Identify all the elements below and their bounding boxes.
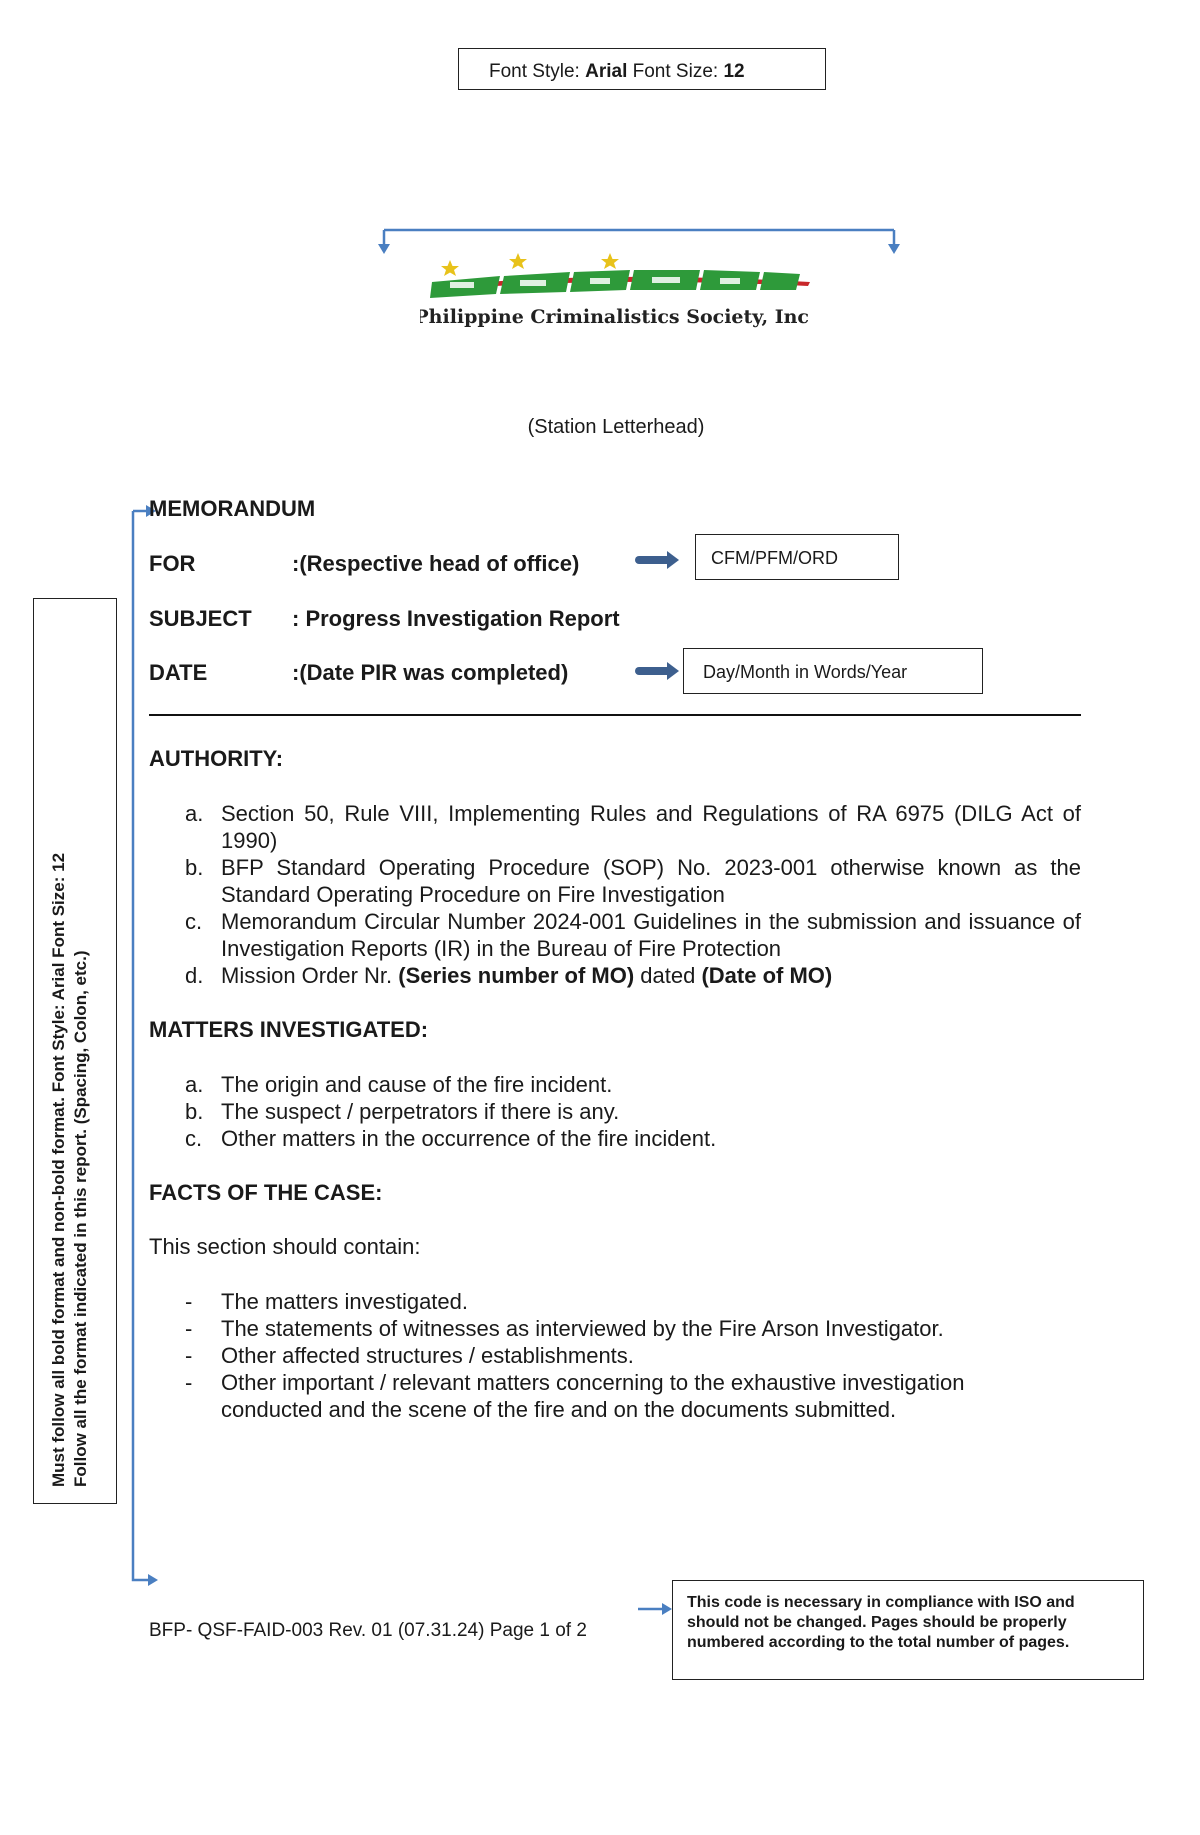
for-note-box — [695, 534, 899, 580]
list-item-text: BFP Standard Operating Procedure (SOP) No. 2023-001 otherwise known as the Standard Operating Procedure on Fire Investigation — [221, 855, 1081, 907]
list-item — [149, 1098, 1081, 1125]
mission-order-dated: dated — [634, 963, 702, 988]
list-item-text: Memorandum Circular Number 2024-001 Guidelines in the submission and issuance of Investigation Reports (IR) in the Bureau of Fire Protection — [221, 909, 1081, 961]
for-value: :(Respective head of office) — [292, 551, 580, 576]
date-label: DATE — [149, 660, 208, 685]
list-marker: - — [185, 1370, 193, 1395]
matters-heading: MATTERS INVESTIGATED: — [149, 1017, 429, 1042]
subject-label: SUBJECT — [149, 606, 252, 631]
philcsi-logo — [420, 252, 810, 330]
for-label: FOR — [149, 551, 196, 576]
list-marker: - — [185, 1316, 193, 1341]
footer-form-code: BFP- QSF-FAID-003 Rev. 01 (07.31.24) Page 1 of 2 — [149, 1620, 587, 1641]
mission-order-text: Mission Order Nr. — [221, 963, 399, 988]
mission-order-series: (Series number of MO) — [398, 963, 635, 988]
list-marker: c. — [185, 1126, 203, 1151]
list-item — [149, 854, 1081, 908]
date-arrow-icon — [635, 667, 671, 675]
font-note-size: 12 — [723, 61, 745, 82]
facts-list — [149, 1288, 1081, 1423]
iso-note-box — [672, 1580, 1144, 1680]
memo-title: MEMORANDUM — [149, 496, 316, 521]
list-marker: b. — [185, 1099, 204, 1124]
list-item — [149, 1369, 1081, 1423]
list-marker: b. — [185, 855, 204, 880]
list-item-text: Other matters in the occurrence of the fire incident. — [221, 1126, 717, 1151]
side-note-line-1: Must follow all bold format and non-bold format. Font Style: Arial Font Size: 12 — [49, 852, 68, 1487]
list-item-text: Other important / relevant matters concerning to the exhaustive investigation conducted and the scene of the fire and on the documents submitted. — [221, 1370, 965, 1422]
list-item-text: Other affected structures / establishments. — [221, 1343, 634, 1368]
subject-value: : Progress Investigation Report — [292, 606, 620, 631]
authority-heading: AUTHORITY: — [149, 746, 284, 771]
list-marker: c. — [185, 909, 203, 934]
font-note-prefix: Font Style: — [489, 61, 586, 82]
list-item — [149, 1288, 1081, 1315]
list-marker: a. — [185, 801, 204, 826]
list-item — [149, 1071, 1081, 1098]
side-note-text — [48, 607, 92, 1487]
logo-graphic — [420, 252, 810, 330]
station-letterhead: (Station Letterhead) — [527, 416, 705, 438]
format-side-note — [33, 598, 117, 1504]
list-item-text: The origin and cause of the fire incident. — [221, 1072, 613, 1097]
list-marker: - — [185, 1289, 193, 1314]
header-divider — [149, 714, 1081, 716]
list-item-text: The statements of witnesses as interviewed by the Fire Arson Investigator. — [221, 1316, 944, 1341]
list-item-text: The matters investigated. — [221, 1289, 469, 1314]
iso-note-text: This code is necessary in compliance with ISO and should not be changed. Pages should be properly numbered according to the total number of pages. — [687, 1594, 1075, 1651]
facts-intro: This section should contain: — [149, 1234, 421, 1259]
for-arrow-icon — [635, 556, 671, 564]
list-item — [149, 1342, 1081, 1369]
list-item-text: The suspect / perpetrators if there is any. — [221, 1099, 620, 1124]
list-item-text: Section 50, Rule VIII, Implementing Rules and Regulations of RA 6975 (DILG Act of 1990) — [221, 801, 1081, 853]
date-value: :(Date PIR was completed) — [292, 660, 569, 685]
list-item — [149, 800, 1081, 854]
date-note-text: Day/Month in Words/Year — [703, 662, 908, 682]
logo-star-icon — [441, 260, 459, 276]
authority-list — [149, 800, 1081, 989]
list-item — [149, 962, 1081, 989]
list-item — [149, 1315, 1081, 1342]
mission-order-date: (Date of MO) — [701, 963, 833, 988]
logo-org-name: Philippine Criminalistics Society, Inc. — [420, 306, 810, 328]
date-note-box — [683, 648, 983, 694]
logo-star-icon — [601, 253, 619, 269]
list-item — [149, 1125, 1081, 1152]
logo-star-icon — [509, 253, 527, 269]
for-note-text: CFM/PFM/ORD — [711, 548, 838, 568]
list-marker: d. — [185, 963, 204, 988]
matters-list — [149, 1071, 1081, 1152]
list-item — [149, 908, 1081, 962]
facts-heading: FACTS OF THE CASE: — [149, 1180, 383, 1205]
font-note-mid: Font Size: — [627, 61, 724, 82]
font-style-note — [458, 48, 826, 90]
list-marker: - — [185, 1343, 193, 1368]
font-note-style: Arial — [585, 61, 628, 82]
list-marker: a. — [185, 1072, 204, 1097]
side-note-line-2: Follow all the format indicated in this report. (Spacing, Colon, etc.) — [71, 950, 90, 1487]
